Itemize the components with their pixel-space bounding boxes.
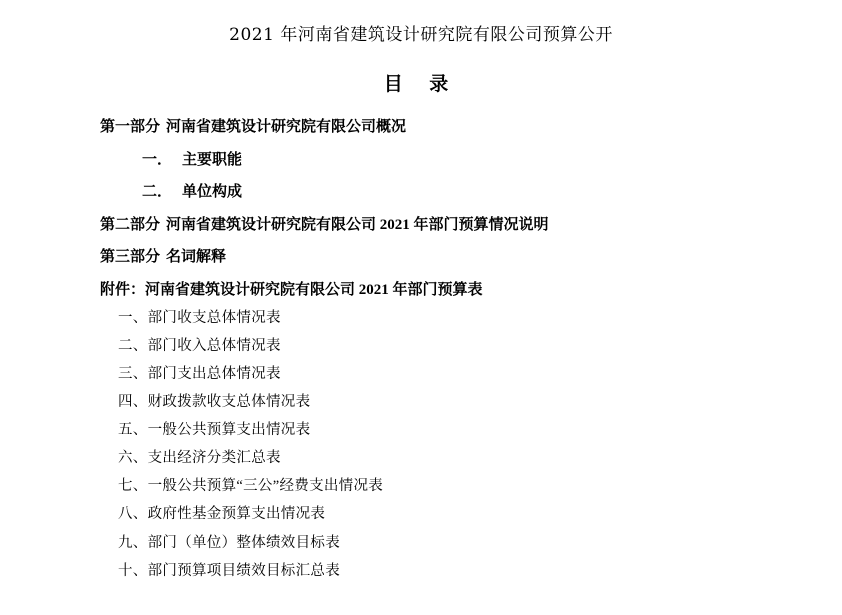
toc-part-1-child-1-num: 一． [142, 151, 173, 168]
toc-attachment-list [100, 309, 782, 581]
list-item: 九、部门（单位）整体绩效目标表 [118, 534, 340, 551]
toc-part-1 [100, 118, 782, 138]
toc-heading: 目 录 [383, 73, 459, 95]
list-item: 二、部门收入总体情况表 [118, 338, 281, 355]
toc-part-2-label: 第二部分 [100, 216, 161, 233]
toc-part-1-text: 河南省建筑设计研究院有限公司概况 [166, 119, 407, 135]
toc-part-1-child-1-text: 主要职能 [182, 151, 243, 168]
list-item: 八、政府性基金预算支出情况表 [118, 506, 326, 523]
toc-part-3 [100, 248, 782, 268]
toc-attachment [100, 281, 782, 301]
toc-part-2-text: 河南省建筑设计研究院有限公司 2021 年部门预算情况说明 [166, 216, 549, 233]
toc-attachment-label: 附件： [100, 281, 146, 298]
toc-content [0, 118, 842, 581]
list-item: 三、部门支出总体情况表 [118, 366, 281, 383]
toc-part-1-child-2-text: 单位构成 [182, 184, 243, 200]
toc-part-1-child-1 [100, 151, 782, 171]
list-item: 十、部门预算项目绩效目标汇总表 [118, 562, 340, 579]
toc-part-2 [100, 216, 782, 236]
toc-part-1-child-2-num: 二． [142, 184, 173, 200]
list-item: 六、支出经济分类汇总表 [118, 450, 281, 467]
list-item: 四、财政拨款收支总体情况表 [118, 394, 311, 411]
toc-part-1-label: 第一部分 [100, 119, 161, 135]
list-item: 一、部门收支总体情况表 [118, 310, 281, 326]
toc-part-3-label: 第三部分 [100, 249, 161, 265]
page-title: 2021 年河南省建筑设计研究院有限公司预算公开 [229, 25, 613, 45]
list-item: 五、一般公共预算支出情况表 [118, 422, 311, 439]
document-page [0, 20, 842, 615]
toc-part-3-text: 名词解释 [166, 249, 227, 265]
toc-attachment-text: 河南省建筑设计研究院有限公司 2021 年部门预算表 [145, 281, 483, 298]
list-item: 七、一般公共预算“三公”经费支出情况表 [118, 478, 384, 495]
toc-part-1-child-2 [100, 183, 782, 203]
